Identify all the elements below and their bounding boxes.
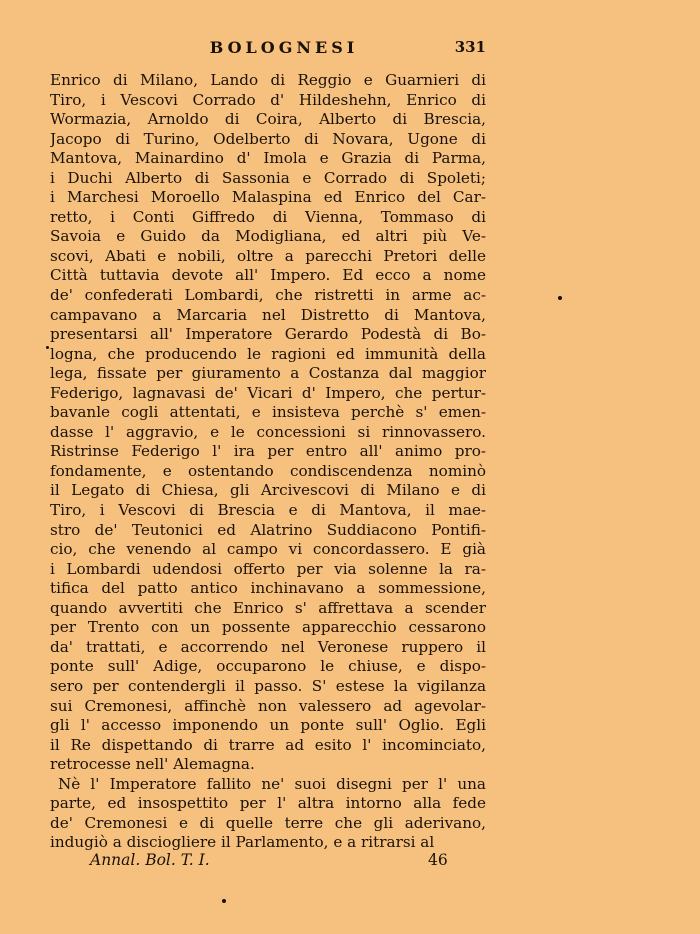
text-line: per Trento con un possente apparecchio cessarono: [50, 618, 486, 637]
text-line: bavanle cogli attentati, e insisteva perchè s' emen-: [50, 403, 486, 422]
text-line: cio, che venendo al campo vi concordassero. E già: [50, 540, 486, 559]
running-head: [82, 38, 486, 60]
ink-speck: [558, 296, 562, 300]
text-line: Savoia e Guido da Modigliana, ed altri più Ve-: [50, 227, 486, 246]
ink-speck: [46, 346, 49, 349]
printer-signature: Annal. Bol. T. I.: [90, 851, 210, 869]
text-line: parte, ed insospettito per l' altra intorno alla fede: [50, 794, 486, 813]
text-line: campavano a Marcaria nel Distretto di Mantova,: [50, 305, 486, 324]
text-line: Tiro, i Vescovi di Brescia e di Mantova, il mae-: [50, 501, 486, 520]
text-line: dasse l' aggravio, e le concessioni si rinnovassero.: [50, 422, 486, 441]
text-line: Wormazia, Arnoldo di Coira, Alberto di Brescia,: [50, 110, 486, 129]
text-line: quando avvertiti che Enrico s' affrettava a scender: [50, 598, 486, 617]
text-line: i Duchi Alberto di Sassonia e Corrado di Spoleti;: [50, 168, 486, 187]
text-line: ponte sull' Adige, occuparono le chiuse, e dispo-: [50, 657, 486, 676]
text-line: Ristrinse Federigo l' ira per entro all' animo pro-: [50, 442, 486, 461]
body-text: [50, 71, 486, 853]
text-line: i Marchesi Moroello Malaspina ed Enrico del Car-: [50, 188, 486, 207]
text-line: Tiro, i Vescovi Corrado d' Hildeshehn, Enrico di: [50, 90, 486, 109]
ink-speck: [222, 899, 226, 903]
text-line: logna, che producendo le ragioni ed immunità della: [50, 344, 486, 363]
page-number: 331: [454, 38, 486, 56]
text-line: sui Cremonesi, affinchè non valessero ad agevolar-: [50, 696, 486, 715]
text-line: Nè l' Imperatore fallito ne' suoi disegni per l' una: [58, 774, 486, 793]
text-line: presentarsi all' Imperatore Gerardo Podestà di Bo-: [50, 325, 486, 344]
text-line: Enrico di Milano, Lando di Reggio e Guarnieri di: [50, 71, 486, 89]
running-title: BOLOGNESI: [209, 38, 359, 57]
text-line: Città tuttavia devote all' Impero. Ed ecco a nome: [50, 266, 486, 285]
text-line: gli l' accesso imponendo un ponte sull' Oglio. Egli: [50, 716, 486, 735]
page-footer: [90, 851, 450, 873]
text-line: il Legato di Chiesa, gli Arcivescovi di Milano e di: [50, 481, 486, 500]
text-line: indugiò a disciogliere il Parlamento, e a ritrarsi al: [50, 833, 435, 852]
text-line: Federigo, lagnavasi de' Vicari d' Impero, che pertur-: [50, 383, 486, 402]
text-line: fondamente, e ostentando condiscendenza nominò: [50, 461, 486, 480]
text-line: Mantova, Mainardino d' Imola e Grazia di Parma,: [50, 149, 486, 168]
text-line: stro de' Teutonici ed Alatrino Suddiacono Pontifi-: [50, 520, 486, 539]
text-line: lega, fissate per giuramento a Costanza dal maggior: [50, 364, 486, 383]
text-line: i Lombardi udendosi offerto per via solenne la ra-: [50, 559, 486, 578]
text-line: de' confederati Lombardi, che ristretti in arme ac-: [50, 286, 486, 305]
text-line: Jacopo di Turino, Odelberto di Novara, Ugone di: [50, 129, 486, 148]
text-line: il Re dispettando di trarre ad esito l' incominciato,: [50, 735, 486, 754]
text-line: tifica del patto antico inchinavano a sommessione,: [50, 579, 486, 598]
sheet-number: 46: [428, 851, 448, 869]
text-line: retrocesse nell' Alemagna.: [50, 755, 255, 774]
text-line: sero per contendergli il passo. S' estese la vigilanza: [50, 676, 486, 695]
text-line: de' Cremonesi e di quelle terre che gli aderivano,: [50, 813, 486, 832]
text-line: da' trattati, e accorrendo nel Veronese ruppero il: [50, 637, 486, 656]
text-line: retto, i Conti Giffredo di Vienna, Tommaso di: [50, 207, 486, 226]
text-line: scovi, Abati e nobili, oltre a parecchi Pretori delle: [50, 246, 486, 265]
